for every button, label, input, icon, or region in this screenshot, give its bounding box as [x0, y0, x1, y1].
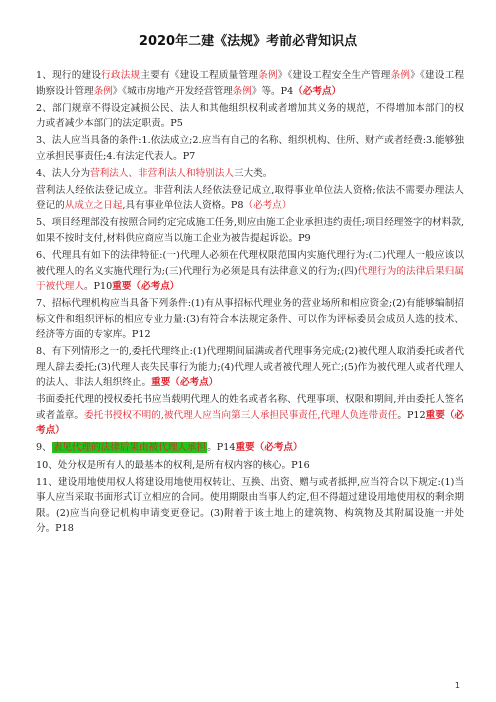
emphasis-text: 重要（必考点） [36, 409, 465, 437]
paragraph [36, 344, 464, 391]
paragraph [36, 68, 464, 99]
body-text: 》等。P4 [251, 85, 294, 97]
emphasis-text: 委托书授权不明的,被代理人应当向第三人承担民事责任,代理人负连带责任 [84, 409, 398, 421]
page-title: 2020年二建《法规》考前必背知识点 [138, 34, 358, 49]
body-text: 3、法人应当具备的条件:1.依法成立;2.应当有自己的名称、组织机构、住所、财产或者经费:3.能够独立承担民事责任;4.有法定代表人。P7 [36, 135, 464, 162]
body-text: 11、建设用地使用权人将建设用地使用权转让、互换、出资、赠与或者抵押,应当符合以下规定:(1)当事人应当采取书面形式订立相应的合同。使用期限由当事人约定,但不得超过建设用地使用权的剩余期限。(2)应当向登记机构申请变更登记。(3)附着于该土地上的建筑物、构筑物及其附属设施一并处分。P18 [36, 476, 464, 535]
emphasis-text: 重要（必考点） [235, 442, 303, 454]
body-text: 6、代理具有如下的法律特征:(一)代理人必须在代理权限范围内实施代理行为:(二)代理人一般应该以被代理人的名义实施代理行为;(三)代理行为必须是具有法律意义的行为;(四) [36, 250, 464, 277]
emphasis-text: （必考点） [243, 200, 292, 212]
emphasis-text: 条例 [93, 85, 113, 97]
body-text: 》《城市房地产开发经营管理 [112, 85, 233, 97]
emphasis-text: 条例 [390, 70, 411, 81]
body-text: 三大类。 [233, 167, 273, 179]
paragraph [36, 440, 464, 456]
body-text: 10、处分权是所有人的最基本的权利,是所有权内容的核心。P16 [36, 459, 310, 471]
body-text: 。P12 [397, 409, 426, 421]
paragraph [36, 133, 464, 164]
body-text: 。P10 [83, 281, 113, 293]
emphasis-text: 行政法规 [101, 70, 141, 81]
emphasis-text: 条例 [232, 85, 252, 97]
paragraph [36, 248, 464, 295]
body-text: 5、项目经理部没有按照合同约定完成施工任务,则应由施工企业承担违约责任;项目经理签字的材料款,如果不按时支付,材料供应商应当以施工企业为被告提起诉讼。P9 [36, 217, 464, 244]
paragraph [36, 475, 464, 537]
emphasis-text: 代理行为的法律后果归属于被代理人 [36, 265, 465, 293]
emphasis-text: 重要（必考点） [151, 377, 219, 389]
body-text: 4、法人分为 [36, 167, 91, 179]
paragraph [36, 215, 464, 246]
paragraph [36, 183, 464, 214]
body-text: 》《建设工程勘察设计管理 [36, 70, 465, 97]
body-text: 营利法人经依法登记成立。非营利法人经依法登记成立,取得事业单位法人资格;依法不需要办理法人登记的 [36, 184, 464, 212]
body-text: 9、 [36, 442, 52, 454]
emphasis-text: 从成立之日起 [64, 200, 123, 212]
body-text: 1、现行的建设 [36, 70, 102, 81]
body-text: 主要有《建设工程质量管理 [140, 70, 259, 81]
body-text: 2、部门规章不得设定减损公民、法人和其他组织权利或者增加其义务的规范，不得增加本部门的权力或者减少本部门的法定职责。P5 [36, 102, 464, 130]
body-text: 8、有下列情形之一的,委托代理终止:(1)代理期间届满或者代理事务完成;(2)被代理人取消委托或者代理人辞去委托;(3)代理人丧失民事行为能力;(4)代理人或者被代理人死亡;(5)作为被代理人或者代理人的法人、非法人组织终止。 [36, 346, 464, 389]
paragraph [36, 392, 464, 439]
document-body [36, 68, 464, 538]
emphasis-text: （必考点） [293, 85, 342, 97]
emphasis-text: 重要（必考点） [112, 281, 180, 293]
paragraph [36, 296, 464, 343]
body-text: ,具有事业单位法人资格。P8 [122, 200, 244, 212]
body-text: 》《建设工程安全生产管理 [277, 70, 391, 81]
paragraph [36, 166, 464, 182]
page-number: 1 [454, 681, 460, 690]
emphasis-text: 条例 [258, 70, 278, 81]
paragraph [36, 101, 464, 132]
body-text: 7、招标代理机构应当具备下列条件:(1)有从事招标代理业务的营业场所和相应资金;(2)有能够编制招标文件和组织评标的相应专业力量:(3)有符合本法规定条件、可以作为评标委员会成员人选的技术、经济等方面的专家库。P12 [36, 298, 464, 341]
emphasis-text: 表见代理的法律后果由被代理人承担 [52, 442, 207, 454]
body-text: 书面委托代理的授权委托书应当载明代理人的姓名或者名称、代理事项、权限和期间,并由委托人签名或者盖章。 [36, 394, 464, 421]
body-text: 。P14 [207, 442, 236, 454]
emphasis-text: 营利法人、非营利法人和特别法人 [90, 167, 234, 179]
paragraph [36, 458, 464, 474]
